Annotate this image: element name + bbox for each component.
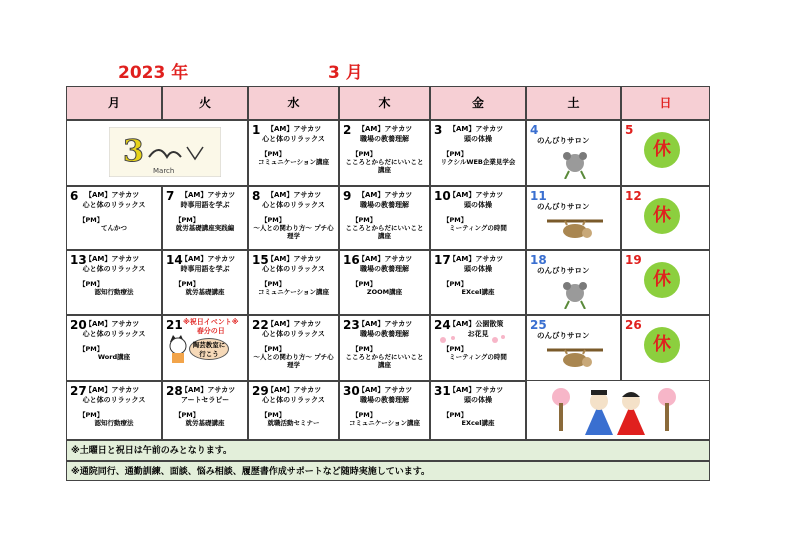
pm-subject: 認知行動療法 <box>94 419 134 427</box>
pm-activity <box>71 280 157 296</box>
am-activity <box>435 254 521 274</box>
koala-icon <box>545 149 605 179</box>
day-cell <box>248 250 339 315</box>
day-number: 7 <box>166 189 175 203</box>
day-cell <box>621 120 710 186</box>
am-subject: 頭の体操 <box>464 201 492 209</box>
day-number: 20 <box>70 318 87 332</box>
day-cell <box>162 250 248 315</box>
pm-subject: こころとからだにいいこと講座 <box>345 353 424 369</box>
am-label: 【AM】公園散策 <box>449 320 504 328</box>
day-cell <box>526 120 621 186</box>
am-activity <box>167 385 243 405</box>
am-subject: 心と体のリラックス <box>262 396 325 404</box>
am-activity <box>344 124 425 144</box>
am-label: 【AM】アサカツ <box>358 386 413 394</box>
am-subject: アートセラピー <box>180 396 230 404</box>
am-label: 【AM】アサカツ <box>358 320 413 328</box>
am-subject: 心と体のリラックス <box>82 396 146 404</box>
day-cell <box>66 381 162 440</box>
am-subject: 頭の体操 <box>464 396 492 404</box>
day-number: 25 <box>530 318 547 332</box>
am-label: 【AM】アサカツ <box>181 386 236 394</box>
pm-subject: こころとからだにいいこと講座 <box>345 158 424 174</box>
am-activity <box>344 254 425 274</box>
day-number: 14 <box>166 253 183 267</box>
day-number: 2 <box>343 123 352 137</box>
am-activity <box>435 124 521 144</box>
am-activity <box>253 190 334 210</box>
day-cell <box>526 186 621 250</box>
pm-activity <box>253 216 334 240</box>
pm-activity <box>435 345 521 361</box>
am-label: 【AM】アサカツ <box>267 320 322 328</box>
pm-activity <box>167 280 243 296</box>
day-cell <box>430 120 526 186</box>
day-number: 5 <box>625 123 634 137</box>
am-activity <box>253 254 334 274</box>
pm-activity <box>167 216 243 232</box>
march-logo-image <box>109 127 221 177</box>
event-subtitle: 春分の日 <box>196 327 225 335</box>
pm-label: 【PM】 <box>352 150 377 158</box>
am-label: 【AM】アサカツ <box>85 191 140 199</box>
am-subject: 心と体のリラックス <box>82 265 146 273</box>
am-label: 【AM】アサカツ <box>358 255 413 263</box>
pm-activity <box>344 216 425 240</box>
event-title: ※祝日イベント※ <box>183 318 239 326</box>
day-cell <box>621 315 710 381</box>
day-cell <box>248 186 339 250</box>
am-subject: 心と体のリラックス <box>82 330 146 338</box>
salon-label: のんびりサロン <box>537 202 590 211</box>
pm-label: 【PM】 <box>261 150 286 158</box>
day-cell <box>339 381 430 440</box>
pm-label: 【PM】 <box>175 280 200 288</box>
pm-activity <box>253 280 334 296</box>
am-activity <box>167 254 243 274</box>
pm-subject: EXcel講座 <box>461 288 495 296</box>
day-cell <box>339 186 430 250</box>
pm-activity <box>253 345 334 369</box>
calendar-grid <box>66 86 710 481</box>
day-number: 16 <box>343 253 360 267</box>
am-label: 【AM】アサカツ <box>85 386 140 394</box>
holiday-badge: 休 <box>644 327 680 363</box>
day-number: 27 <box>70 384 87 398</box>
pm-activity <box>344 150 425 174</box>
am-activity <box>435 190 521 210</box>
day-cell <box>339 120 430 186</box>
pm-label: 【PM】 <box>261 411 286 419</box>
salon-label: のんびりサロン <box>537 136 590 145</box>
pm-label: 【PM】 <box>352 411 377 419</box>
day-cell <box>66 315 162 381</box>
day-cell <box>430 250 526 315</box>
am-label: 【AM】アサカツ <box>85 255 140 263</box>
pm-subject: こころとからだにいいこと講座 <box>345 224 424 240</box>
koala-icon <box>545 279 605 309</box>
day-number: 30 <box>343 384 360 398</box>
am-activity <box>253 319 334 339</box>
day-number: 11 <box>530 189 547 203</box>
am-activity <box>253 385 334 405</box>
month-label: 3 月 <box>328 63 363 83</box>
am-activity <box>71 385 157 405</box>
am-activity <box>344 319 425 339</box>
pm-subject: ～人との関わり方～ プチ心理学 <box>253 224 334 240</box>
pm-subject: ZOOM講座 <box>366 288 403 296</box>
pm-activity <box>167 411 243 427</box>
am-label: 【AM】アサカツ <box>449 191 504 199</box>
am-subject: 職場の教養理解 <box>360 201 409 209</box>
holiday-badge: 休 <box>644 132 680 168</box>
am-subject: お花見 <box>467 330 489 338</box>
day-cell <box>248 120 339 186</box>
day-cell <box>339 315 430 381</box>
day-number: 3 <box>434 123 443 137</box>
day-number: 28 <box>166 384 183 398</box>
pm-label: 【PM】 <box>79 345 104 353</box>
am-label: 【AM】アサカツ <box>267 125 322 133</box>
pm-label: 【PM】 <box>79 280 104 288</box>
pm-activity <box>71 216 157 232</box>
day-cell <box>430 315 526 381</box>
pm-label: 【PM】 <box>443 216 468 224</box>
day-cell <box>526 250 621 315</box>
pm-label: 【PM】 <box>79 216 104 224</box>
weekday-header-sun: 日 <box>621 86 710 120</box>
weekday-header-tue: 火 <box>162 86 248 120</box>
day-number: 21 <box>166 318 183 332</box>
am-subject: 職場の教養理解 <box>360 396 409 404</box>
day-number: 24 <box>434 318 451 332</box>
pm-activity <box>435 216 521 232</box>
weekday-header-mon: 月 <box>66 86 162 120</box>
am-subject: 時事用語を学ぶ <box>180 201 230 209</box>
am-activity <box>435 385 521 405</box>
pm-label: 【PM】 <box>443 345 468 353</box>
day-cell <box>248 315 339 381</box>
pm-label: 【PM】 <box>261 280 286 288</box>
pm-subject: 就労基礎講座 <box>185 288 225 296</box>
pm-subject: Word講座 <box>97 353 131 361</box>
day-number: 23 <box>343 318 360 332</box>
am-activity <box>344 385 425 405</box>
day-number: 17 <box>434 253 451 267</box>
am-label: 【AM】アサカツ <box>181 255 236 263</box>
pm-label: 【PM】 <box>443 150 468 158</box>
hina-doll-icon <box>549 385 679 437</box>
pm-subject: リクシルWEB企業見学会 <box>440 158 516 166</box>
pm-label: 【PM】 <box>261 345 286 353</box>
am-activity <box>71 254 157 274</box>
am-label: 【AM】アサカツ <box>358 191 413 199</box>
am-subject: 職場の教養理解 <box>360 265 409 273</box>
pm-activity <box>435 150 521 166</box>
pm-activity <box>344 411 425 427</box>
year-label: 2023 年 <box>118 63 189 83</box>
am-label: 【AM】アサカツ <box>449 125 504 133</box>
am-subject: 心と体のリラックス <box>262 265 325 273</box>
day-cell <box>339 250 430 315</box>
salon-label: のんびりサロン <box>537 331 590 340</box>
pm-label: 【PM】 <box>175 411 200 419</box>
sloth-icon <box>545 215 605 245</box>
pm-subject: てんかつ <box>101 224 127 232</box>
day-cell <box>248 381 339 440</box>
pm-label: 【PM】 <box>443 280 468 288</box>
day-number: 1 <box>252 123 261 137</box>
am-subject: 心と体のリラックス <box>82 201 146 209</box>
pm-label: 【PM】 <box>175 216 200 224</box>
sloth-icon <box>545 344 605 374</box>
pm-activity <box>435 411 521 427</box>
pm-activity <box>71 345 157 361</box>
pm-subject: 就労基礎講座 <box>185 419 225 427</box>
pm-subject: ミーティングの時間 <box>449 224 507 232</box>
am-label: 【AM】アサカツ <box>267 191 322 199</box>
day-number: 4 <box>530 123 539 137</box>
day-number: 6 <box>70 189 79 203</box>
weekday-header-fri: 金 <box>430 86 526 120</box>
am-label: 【AM】アサカツ <box>449 255 504 263</box>
pm-subject: 認知行動療法 <box>94 288 134 296</box>
march-logo-text: March <box>153 167 175 175</box>
am-label: 【AM】アサカツ <box>267 255 322 263</box>
pm-activity <box>253 411 334 427</box>
day-cell <box>621 250 710 315</box>
am-subject: 時事用語を学ぶ <box>180 265 230 273</box>
pm-activity <box>253 150 334 166</box>
pm-subject: 就労基礎講座実践編 <box>175 224 235 232</box>
day-cell <box>430 381 526 440</box>
day-number: 22 <box>252 318 269 332</box>
pm-activity <box>344 345 425 369</box>
am-subject: 頭の体操 <box>464 265 492 273</box>
hina-dolls-decoration <box>526 381 710 440</box>
pm-activity <box>71 411 157 427</box>
weekday-header-thu: 木 <box>339 86 430 120</box>
am-subject: 心と体のリラックス <box>262 330 325 338</box>
day-cell <box>66 186 162 250</box>
pm-label: 【PM】 <box>352 345 377 353</box>
pm-label: 【PM】 <box>352 280 377 288</box>
day-cell <box>430 186 526 250</box>
am-activity <box>167 190 243 210</box>
am-subject: 頭の体操 <box>464 135 492 143</box>
day-number: 9 <box>343 189 352 203</box>
holiday-badge: 休 <box>644 262 680 298</box>
day-cell <box>66 250 162 315</box>
day-cell <box>526 315 621 381</box>
am-activity <box>71 319 157 339</box>
day-number: 19 <box>625 253 642 267</box>
footnote-2: ※通院同行、通勤訓練、面談、悩み相談、履歴書作成サポートなど随時実施しています。 <box>66 461 710 481</box>
pm-label: 【PM】 <box>79 411 104 419</box>
pm-label: 【PM】 <box>443 411 468 419</box>
pm-subject: ～人との関わり方～ プチ心理学 <box>253 353 334 369</box>
am-subject: 心と体のリラックス <box>262 201 325 209</box>
day-number: 29 <box>252 384 269 398</box>
am-subject: 職場の教養理解 <box>360 330 409 338</box>
am-activity <box>253 124 334 144</box>
cat-icon <box>166 334 190 364</box>
day-number: 8 <box>252 189 261 203</box>
weekday-header-sat: 土 <box>526 86 621 120</box>
day-number: 15 <box>252 253 269 267</box>
holiday-event <box>183 318 239 336</box>
holiday-badge: 休 <box>644 198 680 234</box>
footnote-1: ※土曜日と祝日は午前のみとなります。 <box>66 440 710 461</box>
am-activity <box>344 190 425 210</box>
weekday-header-wed: 水 <box>248 86 339 120</box>
day-cell <box>162 381 248 440</box>
pm-subject: コミュニケーション講座 <box>257 158 330 166</box>
march-banner <box>66 120 248 186</box>
pm-subject: EXcel講座 <box>461 419 495 427</box>
am-activity <box>71 190 157 210</box>
pm-activity <box>435 280 521 296</box>
am-label: 【AM】アサカツ <box>181 191 236 199</box>
am-subject: 心と体のリラックス <box>262 135 325 143</box>
pm-label: 【PM】 <box>261 216 286 224</box>
pm-activity <box>344 280 425 296</box>
pm-subject: コミュニケーション講座 <box>348 419 421 427</box>
am-label: 【AM】アサカツ <box>85 320 140 328</box>
svg-text:3: 3 <box>123 134 144 169</box>
am-subject: 職場の教養理解 <box>360 135 409 143</box>
am-label: 【AM】アサカツ <box>267 386 322 394</box>
salon-label: のんびりサロン <box>537 266 590 275</box>
am-label: 【AM】アサカツ <box>449 386 504 394</box>
pm-label: 【PM】 <box>352 216 377 224</box>
day-cell <box>162 315 248 381</box>
day-number: 13 <box>70 253 87 267</box>
day-number: 31 <box>434 384 451 398</box>
pm-subject: コミュニケーション講座 <box>257 288 330 296</box>
day-cell <box>162 186 248 250</box>
cherry-blossom-icon <box>437 334 507 346</box>
day-number: 10 <box>434 189 451 203</box>
day-number: 18 <box>530 253 547 267</box>
pm-subject: 就職活動セミナー <box>267 419 320 427</box>
day-number: 26 <box>625 318 642 332</box>
speech-bubble: 陶芸教室に行こう <box>189 338 229 360</box>
pm-subject: ミーティングの時間 <box>449 353 507 361</box>
day-number: 12 <box>625 189 642 203</box>
day-cell <box>621 186 710 250</box>
am-label: 【AM】アサカツ <box>358 125 413 133</box>
